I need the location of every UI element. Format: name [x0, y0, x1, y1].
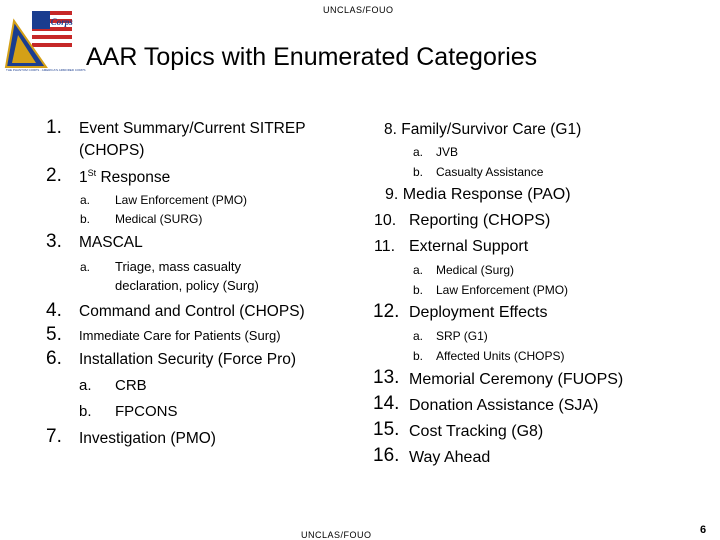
item-number: 7. [46, 426, 62, 447]
sub-letter: a. [80, 193, 91, 207]
sub-letter: b. [79, 403, 92, 420]
item-command-control: Command and Control (CHOPS) [79, 303, 305, 320]
item-family-survivor: 8. Family/Survivor Care (G1) [384, 121, 582, 138]
sub-medical-surg: Medical (Surg) [436, 263, 515, 277]
item-memorial-ceremony: Memorial Ceremony (FUOPS) [409, 371, 624, 388]
item-reporting: Reporting (CHOPS) [409, 212, 551, 229]
sub-triage: Triage, mass casualty [115, 259, 241, 274]
sub-letter: b. [413, 165, 424, 179]
page-title: AAR Topics with Enumerated Categories [86, 43, 538, 71]
item-number: 10. [374, 212, 397, 229]
item-number: 15. [373, 419, 400, 440]
sub-medical: Medical (SURG) [115, 212, 203, 226]
item-cost-tracking: Cost Tracking (G8) [409, 423, 544, 440]
sub-law-enforcement: Law Enforcement (PMO) [115, 193, 248, 207]
item-way-ahead: Way Ahead [409, 449, 491, 466]
item-number: 16. [373, 445, 400, 466]
item-external-support: External Support [409, 238, 529, 255]
sub-letter: b. [80, 212, 91, 226]
page-number: 6 [700, 524, 707, 536]
classification-top: UNCLAS/FOUO [323, 5, 394, 15]
item-number: 1. [46, 117, 62, 138]
iii-corps-logo [4, 5, 86, 73]
logo-subtitle: THE PHANTOM CORPS · AMERICA'S ARMORED CORPS [6, 68, 86, 72]
classification-bottom: UNCLAS/FOUO [301, 530, 372, 540]
sub-letter: a. [413, 263, 424, 277]
sub-fpcons: FPCONS [115, 403, 178, 420]
sub-letter: a. [80, 260, 91, 274]
sub-affected-units: Affected Units (CHOPS) [436, 349, 565, 363]
item-number: 6. [46, 348, 62, 369]
item-first-response: 1St Response [79, 168, 171, 187]
item-number: 3. [46, 231, 62, 252]
item-number: 11. [374, 238, 396, 255]
item-event-summary-cont: (CHOPS) [79, 142, 145, 159]
item-number: 5. [46, 324, 62, 345]
item-mascal: MASCAL [79, 234, 143, 251]
item-number: 12. [373, 301, 400, 322]
item-immediate-care: Immediate Care for Patients (Surg) [79, 328, 281, 343]
item-investigation: Investigation (PMO) [79, 430, 216, 447]
item-number: 14. [373, 393, 400, 414]
sub-crb: CRB [115, 377, 147, 394]
sub-srp: SRP (G1) [436, 329, 488, 343]
item-donation-assistance: Donation Assistance (SJA) [409, 397, 599, 414]
item-number: 13. [373, 367, 400, 388]
sub-letter: a. [79, 377, 92, 394]
sub-law-enforcement-pmo: Law Enforcement (PMO) [436, 283, 569, 297]
item-number: 2. [46, 165, 62, 186]
item-media-response: 9. Media Response (PAO) [385, 186, 571, 203]
item-event-summary: Event Summary/Current SITREP [79, 120, 306, 137]
logo-title: III Corps [38, 17, 73, 27]
item-number: 4. [46, 300, 62, 321]
sub-letter: b. [413, 349, 424, 363]
sub-jvb: JVB [436, 145, 459, 159]
sub-triage-cont: declaration, policy (Surg) [115, 278, 259, 293]
item-deployment-effects: Deployment Effects [409, 304, 548, 321]
sub-casualty-assistance: Casualty Assistance [436, 165, 544, 179]
item-installation-security: Installation Security (Force Pro) [79, 351, 297, 368]
sub-letter: a. [413, 145, 424, 159]
sub-letter: a. [413, 329, 424, 343]
sub-letter: b. [413, 283, 424, 297]
